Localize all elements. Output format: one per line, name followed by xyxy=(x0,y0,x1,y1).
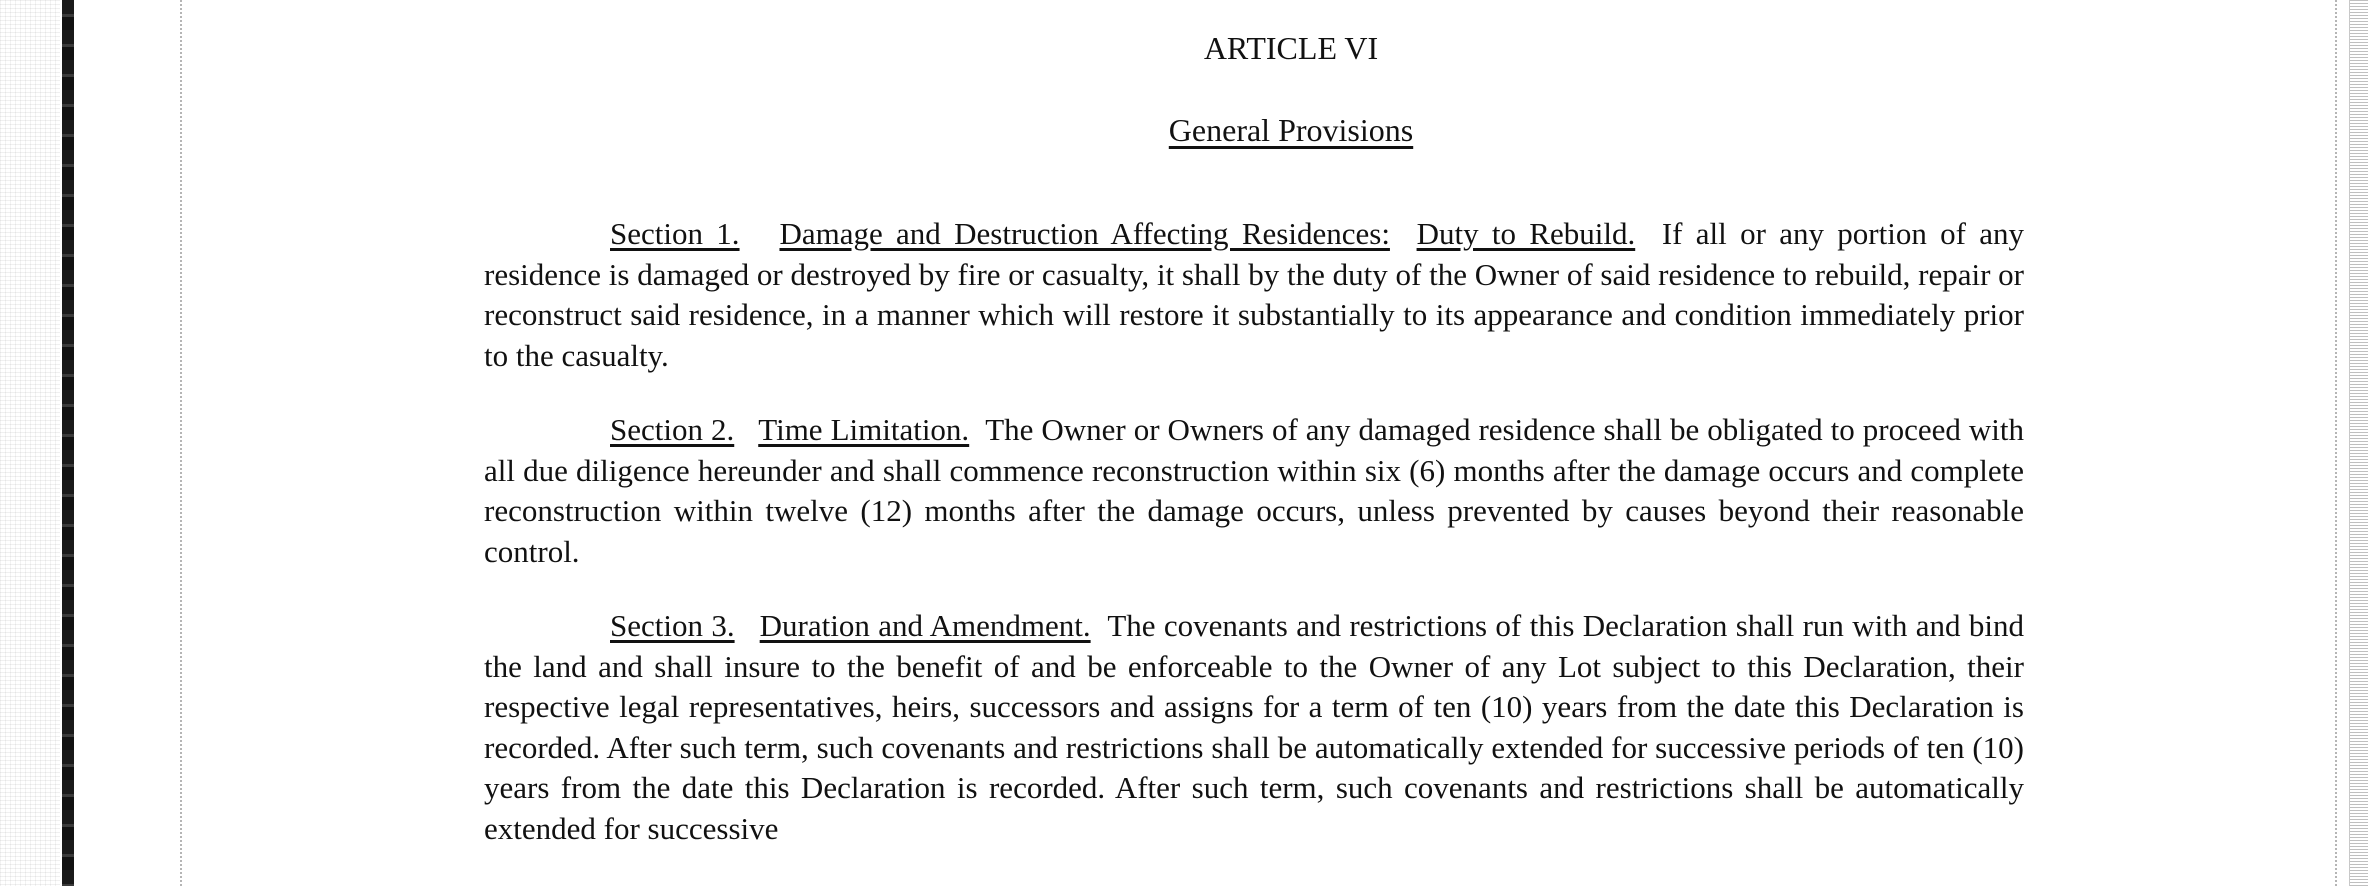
section-2-heading: Time Limitation. xyxy=(758,412,970,447)
section-1-heading-part1: Damage and Destruction Affecting Residences: xyxy=(779,216,1390,251)
document-page xyxy=(484,0,2024,880)
section-1-heading-part2: Duty to Rebuild. xyxy=(1416,216,1636,251)
section-3-label: Section 3. xyxy=(610,608,735,643)
scan-edge-right xyxy=(2349,0,2368,886)
section-3-heading: Duration and Amendment. xyxy=(759,608,1091,643)
scan-dotted-line xyxy=(2335,0,2337,886)
article-title: ARTICLE VI xyxy=(1203,30,1379,66)
section-2 xyxy=(484,410,2024,572)
scan-edge-left xyxy=(0,0,60,886)
scan-dotted-line xyxy=(180,0,182,886)
binding-bar xyxy=(62,0,74,886)
section-3-body: The covenants and restrictions of this Declaration shall run with and bind the land and shall insure to the benefit of and be enforceable to the Owner of any Lot subject to this Declaration, their respective legal representatives, heirs, successors and assigns for a term of ten (10) years from the date this Declaration is recorded. After such term, such covenants and restrictions shall be automatically extended for successive periods of ten (10) years from the date this Declaration is recorded. After such term, such covenants and restrictions shall be automatically extended for successive xyxy=(484,608,2024,846)
section-2-body: The Owner or Owners of any damaged residence shall be obligated to proceed with all due diligence hereunder and shall commence reconstruction within six (6) months after the damage occurs and complete reconstruction within twelve (12) months after the damage occurs, unless prevented by causes beyond their reasonable control. xyxy=(484,412,2024,569)
section-1 xyxy=(484,214,2024,376)
section-1-body: If all or any portion of any residence is damaged or destroyed by fire or casualty, it shall by the duty of the Owner of said residence to rebuild, repair or reconstruct said residence, in a manner which will restore it substantially to its appearance and condition immediately prior to the casualty. xyxy=(484,216,2025,373)
section-2-label: Section 2. xyxy=(610,412,735,447)
section-3 xyxy=(484,606,2024,849)
article-subtitle-text: General Provisions xyxy=(1168,112,1414,148)
section-1-label: Section 1. xyxy=(610,216,740,251)
article-subtitle xyxy=(484,108,2024,152)
